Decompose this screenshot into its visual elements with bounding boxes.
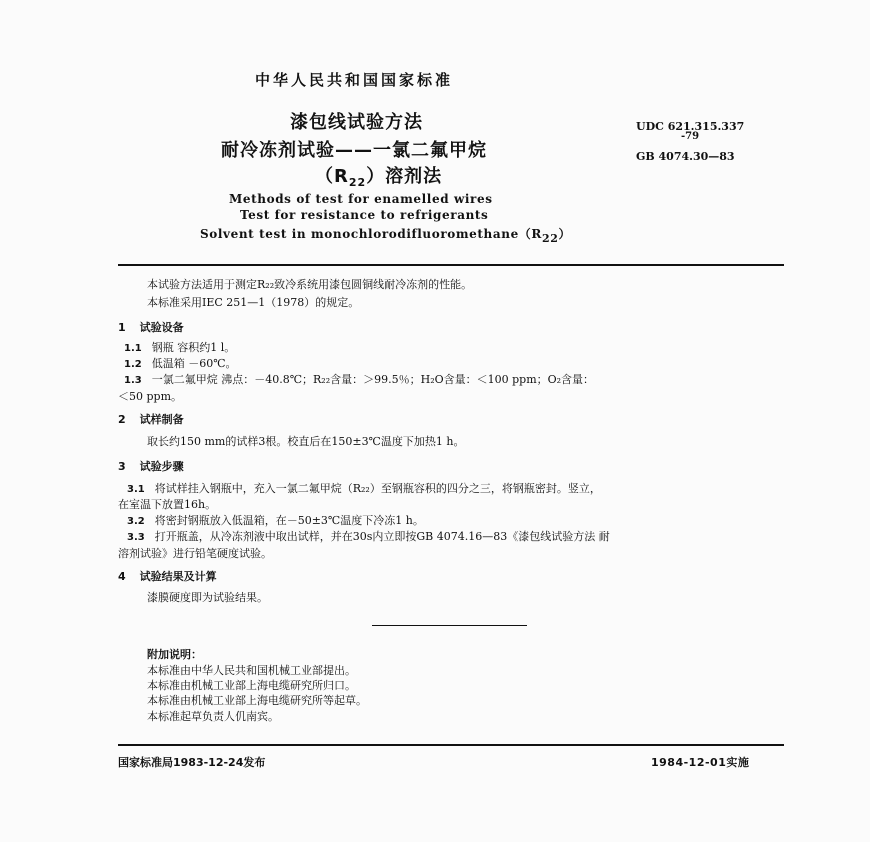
section4-number: 4 <box>118 570 126 583</box>
national-standard-heading: 中华人民共和国国家标准 <box>255 71 454 89</box>
item-1-1-text: 钢瓶 容积约1 l。 <box>151 341 236 354</box>
title-en-line3-subscript: 22 <box>541 232 559 245</box>
title-en-line3-main: Solvent test in monochlorodifluoromethane（R <box>200 227 542 241</box>
title-cn-line3-close: ）溶剂法 <box>366 166 443 187</box>
item-3-1-text: 将试样挂入钢瓶中，充入一氯二氟甲烷（R₂₂）至钢瓶容积的四分之三，将钢瓶密封。竖立， <box>154 482 601 495</box>
title-cn-line3-open: （R <box>315 166 349 187</box>
title-cn-line3 <box>315 162 442 188</box>
section1-title: 试验设备 <box>139 321 184 334</box>
item-1-3-number: 1.3 <box>124 375 142 386</box>
udc-code-continuation: -79 <box>681 131 700 142</box>
item-1-2-number: 1.2 <box>124 359 142 370</box>
bottom-divider <box>118 744 784 746</box>
title-cn-line3-subscript: 22 <box>348 176 367 189</box>
section2-heading <box>118 411 184 427</box>
title-cn-line1: 漆包线试验方法 <box>290 112 423 133</box>
title-en-line3-close: ） <box>558 227 572 241</box>
item-1-3-text: 一氯二氟甲烷 沸点：－40.8℃；R₂₂含量：＞99.5％；H₂O含量：＜100 ppm；O₂含量： <box>151 373 595 386</box>
item-3-3-continuation: 溶剂试验》进行铅笔硬度试验。 <box>118 547 272 560</box>
item-1-3 <box>124 371 594 387</box>
item-3-1 <box>127 480 601 496</box>
section3-title: 试验步骤 <box>139 460 184 473</box>
section2-text: 取长约150 mm的试样3根。校直后在150±3℃温度下加热1 h。 <box>147 435 465 448</box>
item-1-1-number: 1.1 <box>124 343 142 354</box>
issue-date: 国家标准局1983-12-24发布 <box>118 756 266 769</box>
intro-line2: 本标准采用IEC 251—1（1978）的规定。 <box>147 296 360 309</box>
item-1-1 <box>124 339 235 355</box>
item-1-3-continuation: ＜50 ppm。 <box>118 390 183 403</box>
item-3-2-text: 将密封钢瓶放入低温箱，在－50±3℃温度下冷冻1 h。 <box>154 514 424 527</box>
note-line4: 本标准起草负责人仉南宾。 <box>147 710 279 723</box>
title-en-line1: Methods of test for enamelled wires <box>229 192 493 206</box>
note-line3: 本标准由机械工业部上海电缆研究所等起草。 <box>147 694 367 707</box>
intro-line1: 本试验方法适用于测定R₂₂致冷系统用漆包圆铜线耐冷冻剂的性能。 <box>147 278 473 291</box>
section4-title: 试验结果及计算 <box>139 570 217 583</box>
note-line1: 本标准由中华人民共和国机械工业部提出。 <box>147 664 356 677</box>
item-3-3-number: 3.3 <box>127 532 145 543</box>
note-line2: 本标准由机械工业部上海电缆研究所归口。 <box>147 679 356 692</box>
title-cn-line2: 耐冷冻剂试验——一氯二氟甲烷 <box>221 140 487 161</box>
notes-divider <box>372 625 527 626</box>
section3-heading <box>118 458 184 474</box>
item-1-2 <box>124 355 237 371</box>
title-en-line2: Test for resistance to refrigerants <box>240 208 489 222</box>
section4-heading <box>118 568 217 584</box>
section4-text: 漆膜硬度即为试验结果。 <box>147 591 268 604</box>
gb-code: GB 4074.30—83 <box>636 150 735 163</box>
item-3-2 <box>127 512 424 528</box>
top-divider <box>118 264 784 266</box>
item-1-2-text: 低温箱 －60℃。 <box>151 357 237 370</box>
item-3-3 <box>127 528 610 544</box>
udc-code: UDC 621.315.337 <box>636 120 745 133</box>
section2-title: 试样制备 <box>139 413 184 426</box>
item-3-2-number: 3.2 <box>127 516 145 527</box>
item-3-3-text: 打开瓶盖，从冷冻剂液中取出试样，并在30s内立即按GB 4074.16—83《漆包线试验方法 耐 <box>154 530 610 543</box>
section2-number: 2 <box>118 413 126 426</box>
section1-number: 1 <box>118 321 126 334</box>
section1-heading <box>118 319 184 335</box>
effective-date: 1984-12-01实施 <box>651 756 750 769</box>
notes-heading: 附加说明： <box>147 648 202 661</box>
title-en-line3 <box>200 225 572 245</box>
item-3-1-continuation: 在室温下放置16h。 <box>118 498 217 511</box>
item-3-1-number: 3.1 <box>127 484 145 495</box>
section3-number: 3 <box>118 460 126 473</box>
